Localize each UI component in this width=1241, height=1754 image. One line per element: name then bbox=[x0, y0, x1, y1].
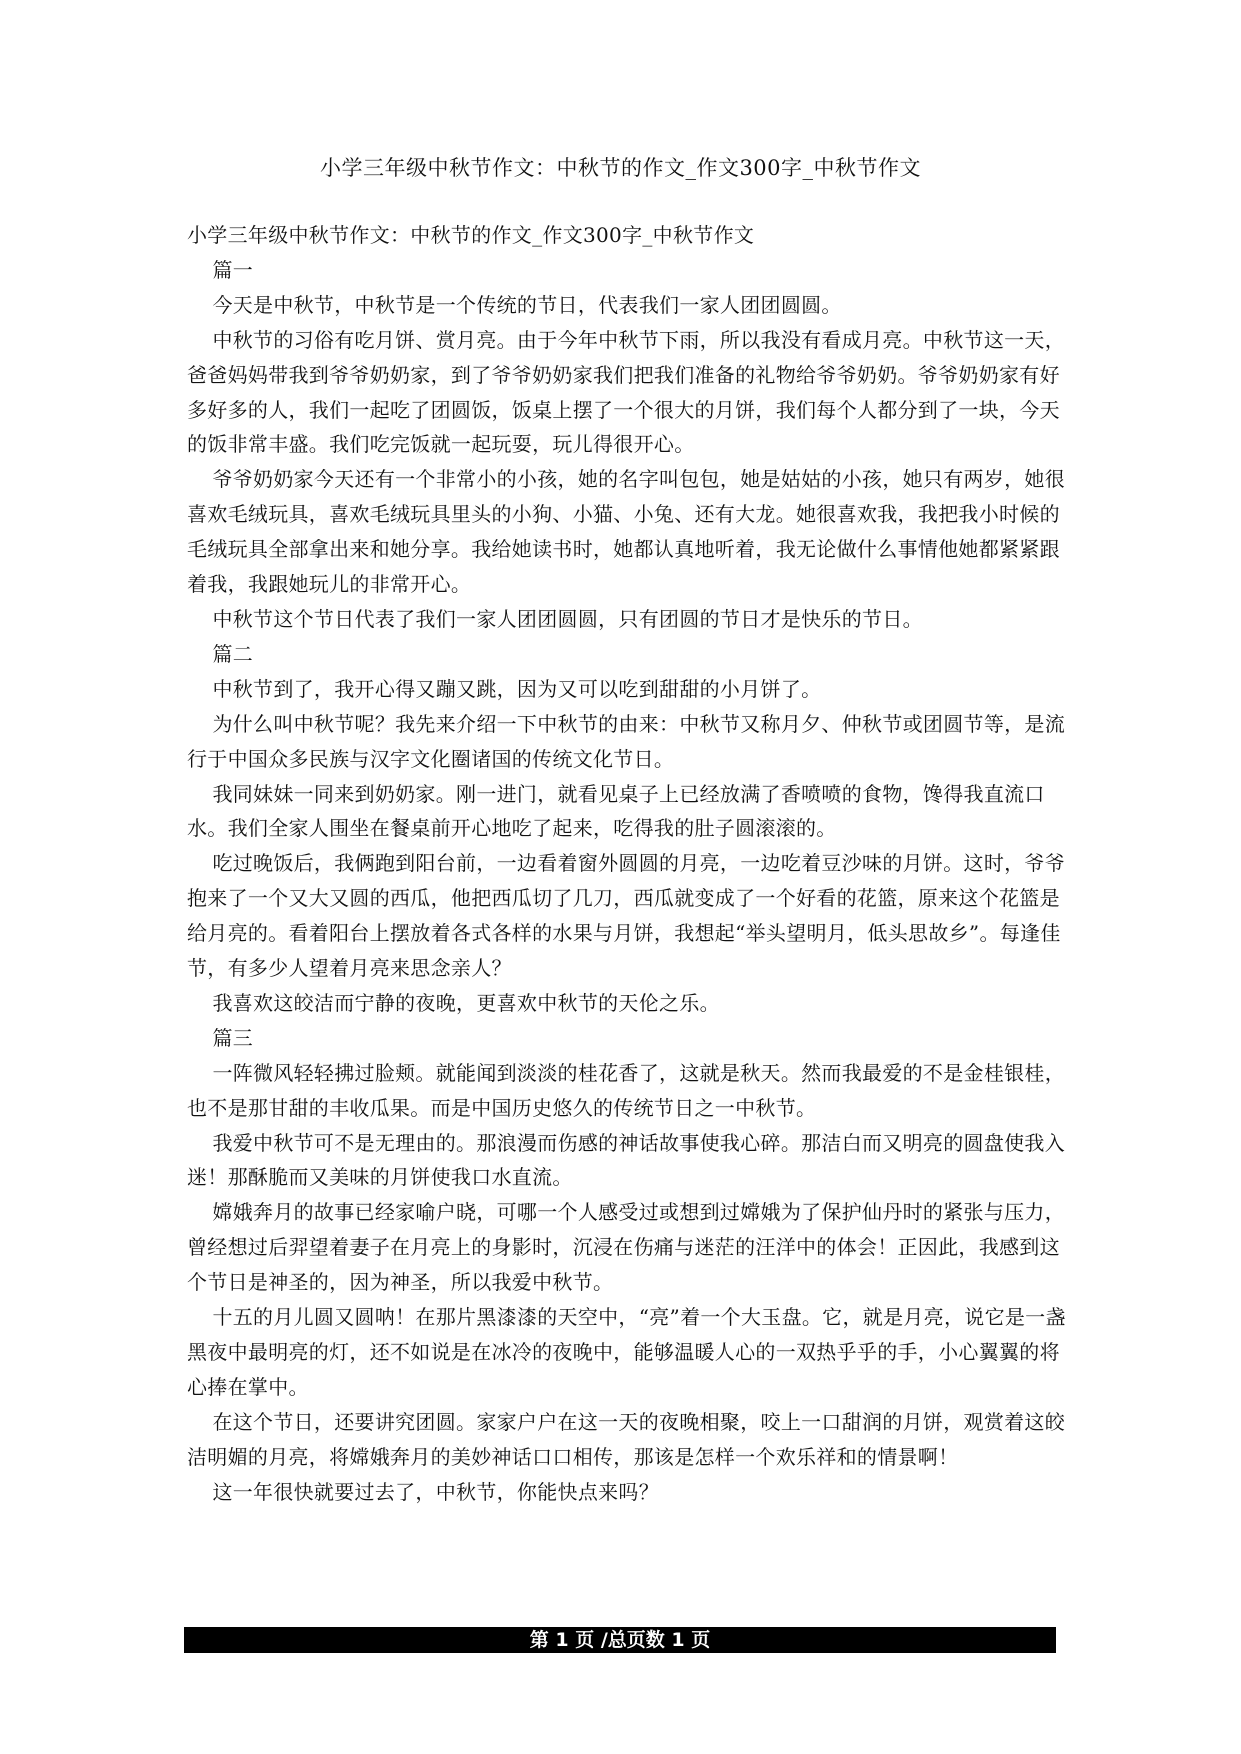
paragraph: 为什么叫中秋节呢？我先来介绍一下中秋节的由来：中秋节又称月夕、仲秋节或团圆节等，是流行于中国众多民族与汉字文化圈诸国的传统文化节日。 bbox=[187, 711, 1066, 771]
page-title: 小学三年级中秋节作文：中秋节的作文_作文300字_中秋节作文 bbox=[319, 156, 922, 180]
document-body bbox=[187, 218, 1067, 1510]
paragraph: 中秋节这个节日代表了我们一家人团团圆圆，只有团圆的节日才是快乐的节日。 bbox=[212, 606, 923, 631]
paragraph: 今天是中秋节，中秋节是一个传统的节日，代表我们一家人团团圆圆。 bbox=[212, 292, 842, 317]
section-heading-3: 篇三 bbox=[212, 1025, 254, 1050]
paragraph: 嫦娥奔月的故事已经家喻户晓，可哪一个人感受过或想到过嫦娥为了保护仙丹时的紧张与压力，曾经想过后羿望着妻子在月亮上的身影时，沉浸在伤痛与迷茫的汪洋中的体会！正因此，我感到这个节日是神圣的，因为神圣，所以我爱中秋节。 bbox=[187, 1200, 1066, 1295]
section-heading-1: 篇一 bbox=[212, 257, 254, 282]
paragraph: 这一年很快就要过去了，中秋节，你能快点来吗？ bbox=[212, 1479, 660, 1504]
page-footer-bar bbox=[184, 1627, 1056, 1653]
paragraph: 我同妹妹一同来到奶奶家。刚一进门，就看见桌子上已经放满了香喷喷的食物，馋得我直流口水。我们全家人围坐在餐桌前开心地吃了起来，吃得我的肚子圆滚滚的。 bbox=[187, 781, 1045, 841]
page-number-label: 第 1 页 /总页数 1 页 bbox=[529, 1629, 711, 1651]
paragraph: 爷爷奶奶家今天还有一个非常小的小孩，她的名字叫包包，她是姑姑的小孩，她只有两岁，她很喜欢毛绒玩具，喜欢毛绒玩具里头的小狗、小猫、小兔、还有大龙。她很喜欢我，我把我小时候的毛绒玩具全部拿出来和她分享。我给她读书时，她都认真地听着，我无论做什么事情他她都紧紧跟着我，我跟她玩儿的非常开心。 bbox=[187, 467, 1066, 597]
paragraph: 吃过晚饭后，我俩跑到阳台前，一边看着窗外圆圆的月亮，一边吃着豆沙味的月饼。这时，爷爷抱来了一个又大又圆的西瓜，他把西瓜切了几刀，西瓜就变成了一个好看的花篮，原来这个花篮是给月亮的。看着阳台上摆放着各式各样的水果与月饼，我想起“举头望明月，低头思故乡”。每逢佳节，有多少人望着月亮来思念亲人？ bbox=[187, 851, 1066, 981]
section-heading-2: 篇二 bbox=[212, 641, 254, 666]
paragraph: 在这个节日，还要讲究团圆。家家户户在这一天的夜晚相聚，咬上一口甜润的月饼，观赏着这皎洁明媚的月亮，将嫦娥奔月的美妙神话口口相传，那该是怎样一个欢乐祥和的情景啊！ bbox=[187, 1409, 1066, 1469]
paragraph: 中秋节的习俗有吃月饼、赏月亮。由于今年中秋节下雨，所以我没有看成月亮。中秋节这一天，爸爸妈妈带我到爷爷奶奶家，到了爷爷奶奶家我们把我们准备的礼物给爷爷奶奶。爷爷奶奶家有好多好多的人，我们一起吃了团圆饭，饭桌上摆了一个很大的月饼，我们每个人都分到了一块，今天的饭非常丰盛。我们吃完饭就一起玩耍，玩儿得很开心。 bbox=[187, 327, 1066, 457]
paragraph: 一阵微风轻轻拂过脸颊。就能闻到淡淡的桂花香了，这就是秋天。然而我最爱的不是金桂银桂，也不是那甘甜的丰收瓜果。而是中国历史悠久的传统节日之一中秋节。 bbox=[187, 1060, 1066, 1120]
document-subtitle: 小学三年级中秋节作文：中秋节的作文_作文300字_中秋节作文 bbox=[187, 223, 755, 247]
paragraph: 中秋节到了，我开心得又蹦又跳，因为又可以吃到甜甜的小月饼了。 bbox=[212, 676, 822, 701]
paragraph: 我爱中秋节可不是无理由的。那浪漫而伤感的神话故事使我心碎。那洁白而又明亮的圆盘使我入迷！那酥脆而又美味的月饼使我口水直流。 bbox=[187, 1130, 1066, 1190]
paragraph: 十五的月儿圆又圆呐！在那片黑漆漆的天空中，“亮”着一个大玉盘。它，就是月亮，说它是一盏黑夜中最明亮的灯，还不如说是在冰冷的夜晚中，能够温暖人心的一双热乎乎的手，小心翼翼的将心捧在掌中。 bbox=[187, 1305, 1066, 1399]
paragraph: 我喜欢这皎洁而宁静的夜晚，更喜欢中秋节的天伦之乐。 bbox=[212, 990, 720, 1015]
